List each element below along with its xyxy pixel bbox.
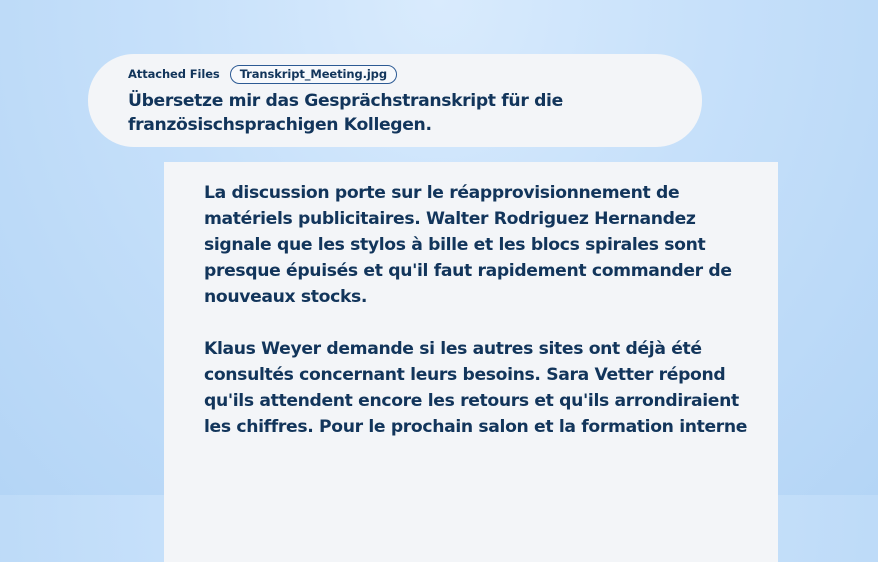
attachments-row xyxy=(128,63,682,85)
assistant-paragraph-2: Klaus Weyer demande si les autres sites ont déjà été consultés concernant leurs besoins. Sara Vetter répond qu'ils attendent encore les retours et qu'ils arrondiraient les chiffres. Pour le prochain salon et la formation interne xyxy=(204,339,748,437)
attached-files-label: Attached Files xyxy=(128,67,220,81)
attached-file-chip[interactable]: Transkript_Meeting.jpg xyxy=(230,65,397,84)
user-message-text: Übersetze mir das Gesprächstranskript für die französischsprachigen Kollegen. xyxy=(128,91,563,135)
assistant-paragraph-1: La discussion porte sur le réapprovisionnement de matériels publicitaires. Walter Rodriguez Hernandez signale que les stylos à bille et les blocs spirales sont presque épuisés et qu'il faut rapidement commander de nouveaux stocks. xyxy=(204,183,732,307)
assistant-message-viewport xyxy=(164,162,778,437)
assistant-message-bubble xyxy=(164,162,778,562)
user-message-bubble xyxy=(88,54,702,147)
